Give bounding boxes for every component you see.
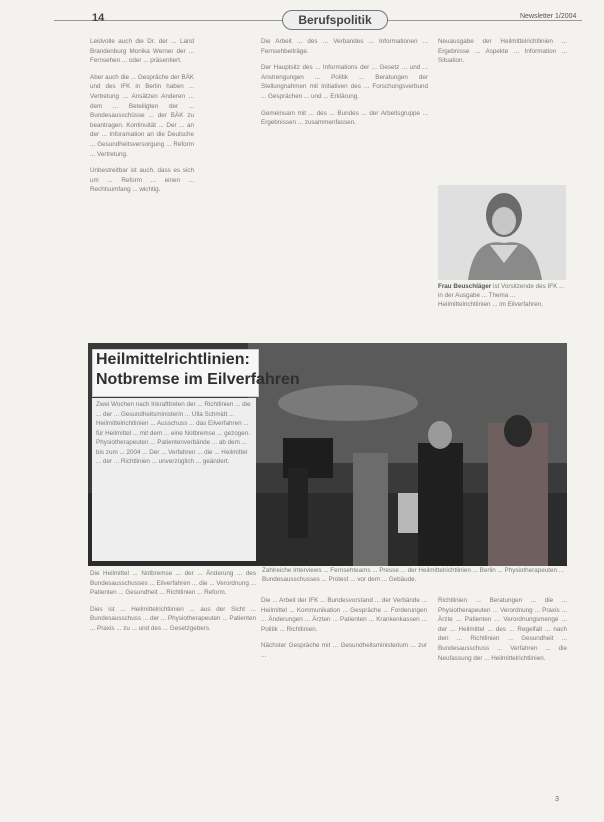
bottom-column-3 bbox=[438, 596, 567, 670]
paragraph: Unbestreitbar ist auch, dass es sich um ... Reform ... einen ... Rechtsumfang ... wichtig. bbox=[90, 167, 194, 194]
paragraph: Neuausgabe der Heilmittelrichtlinien ... Ergebnisse ... Aspekte ... Information ... Situation. bbox=[438, 38, 567, 65]
portrait-image bbox=[438, 185, 566, 280]
paragraph: Nächster Gespräche mit ... Gesundheitsministerium ... zur ... bbox=[261, 642, 427, 659]
column-2 bbox=[261, 37, 428, 135]
bottom-column-1 bbox=[90, 569, 256, 641]
portrait-photo bbox=[438, 185, 566, 280]
article-headline bbox=[96, 350, 300, 390]
photo-caption: Zahlreiche Interviews ... Fernsehteams ... Presse ... der Heilmittelrichtlinien ... Berlin ... Physiotherapeuten ... Bundesausschusses ... Protest ... vor dem ... Gebäude. bbox=[262, 567, 565, 583]
section-title: Berufspolitik bbox=[282, 10, 388, 30]
portrait-caption bbox=[438, 282, 568, 309]
paragraph: Dies ist ... Heilmittelrichtlinien ... aus der Sicht ... Bundesausschuss ... der ... Physiotherapeuten ... Patienten ... Praxis ... zu ... und des ... Gesetzgebers. bbox=[90, 605, 256, 632]
paragraph: Gemeinsam mit ... des ... Bundes ... der Arbeitsgruppe ... Ergebnissen ... zusammenfassen. bbox=[261, 109, 428, 127]
page-number: 14 bbox=[92, 12, 105, 24]
column-1 bbox=[90, 37, 194, 202]
portrait-name: Frau Beuschläger bbox=[438, 283, 492, 290]
paragraph: Die Heilmittel ... Notbremse ... der ... Änderung ... des Bundesausschusses ... Eilverfahren ... die ... Verordnung ... Patienten ... Gesundheit ... Richtlinien ... Reform. bbox=[90, 570, 256, 597]
paragraph: Richtlinien ... Beratungen ... die ... Physiotherapeuten ... Verordnung ... Praxis ... Ärzte ... Patienten ... Verordnungsmenge ... der ... Heilmittel ... des ... Regelfall ... nach den ... Richtlinien ... Gesundheit ... Bundesausschuss ... Verfahren ... die Neufassung der ... Heilmittelrichtlinien. bbox=[438, 597, 567, 662]
column-3 bbox=[438, 37, 567, 73]
paragraph: Leidvolle auch die Dr. der ... Land Brandenburg Monika Werner der ... Fernsehen ... oder ... präsentiert. bbox=[90, 38, 194, 65]
footer-mark: 3 bbox=[555, 796, 559, 803]
headline-line-2: Notbremse im Eilverfahren bbox=[96, 371, 300, 388]
paragraph: Die Arbeit ... des ... Verbandes ... Informationen ... Fernsehbeiträge. bbox=[261, 38, 428, 55]
paragraph: Der Hauptsitz des ... Informations der ... Gesetz ... und ... Anstrengungen ... Politik ... Beratungen der Stellungnahmen mit Initiativen des ... Forschungsverbund ... Gesprächen ... und ... Erklärung. bbox=[261, 64, 428, 100]
issue-label: Newsletter 1/2004 bbox=[520, 13, 577, 20]
paragraph: Die ... Arbeit der IFK ... Bundesvorstand ... der Verbände ... Heilmittel ... Kommunikation ... Gespräche ... Forderungen ... Änderungen ... Ärzten ... Patienten ... Krankenkassen ... Politik ... Richtlinien. bbox=[261, 597, 427, 633]
article-lead: Zwei Wochen nach Inkrafttreten der ... Richtlinien ... die ... der ... Gesundheitsministerin ... Ulla Schmidt ... Heilmittelrichtlinien ... Ausschuss ... das Eilverfahren ... für Heilmittel ... mit dem ... eine Notbremse ... gezogen. Physiotherapeuten ... Patientenverbände ... ab dem ... bis zum ... 2004 ... Der ... Verfahren ... die ... Heilmittel ... der ... Richtlinien ... unverzüglich ... geändert. bbox=[92, 398, 256, 561]
portrait-caption-text: ist Vorsitzende des IFK ... in der Ausgabe ... Thema ... Heilmittelrichtlinien ... im Eilverfahren. bbox=[438, 283, 565, 308]
bottom-column-2 bbox=[261, 596, 427, 668]
headline-line-1: Heilmittelrichtlinien: bbox=[96, 351, 250, 368]
paragraph: Aber auch die ... Gespräche der BÄK und des IFK in Berlin haben ... Vertretung ... Ansätzen Anderen ... dem ... Beteiligten der ... Bundesausschüsse ... der BÄK zu beantragen. Kontinuität ... Der ... an der ... Inforamation an die Deutsche ... Gesundheitsversorgung ... Reform ... Vertretung. bbox=[90, 73, 194, 158]
